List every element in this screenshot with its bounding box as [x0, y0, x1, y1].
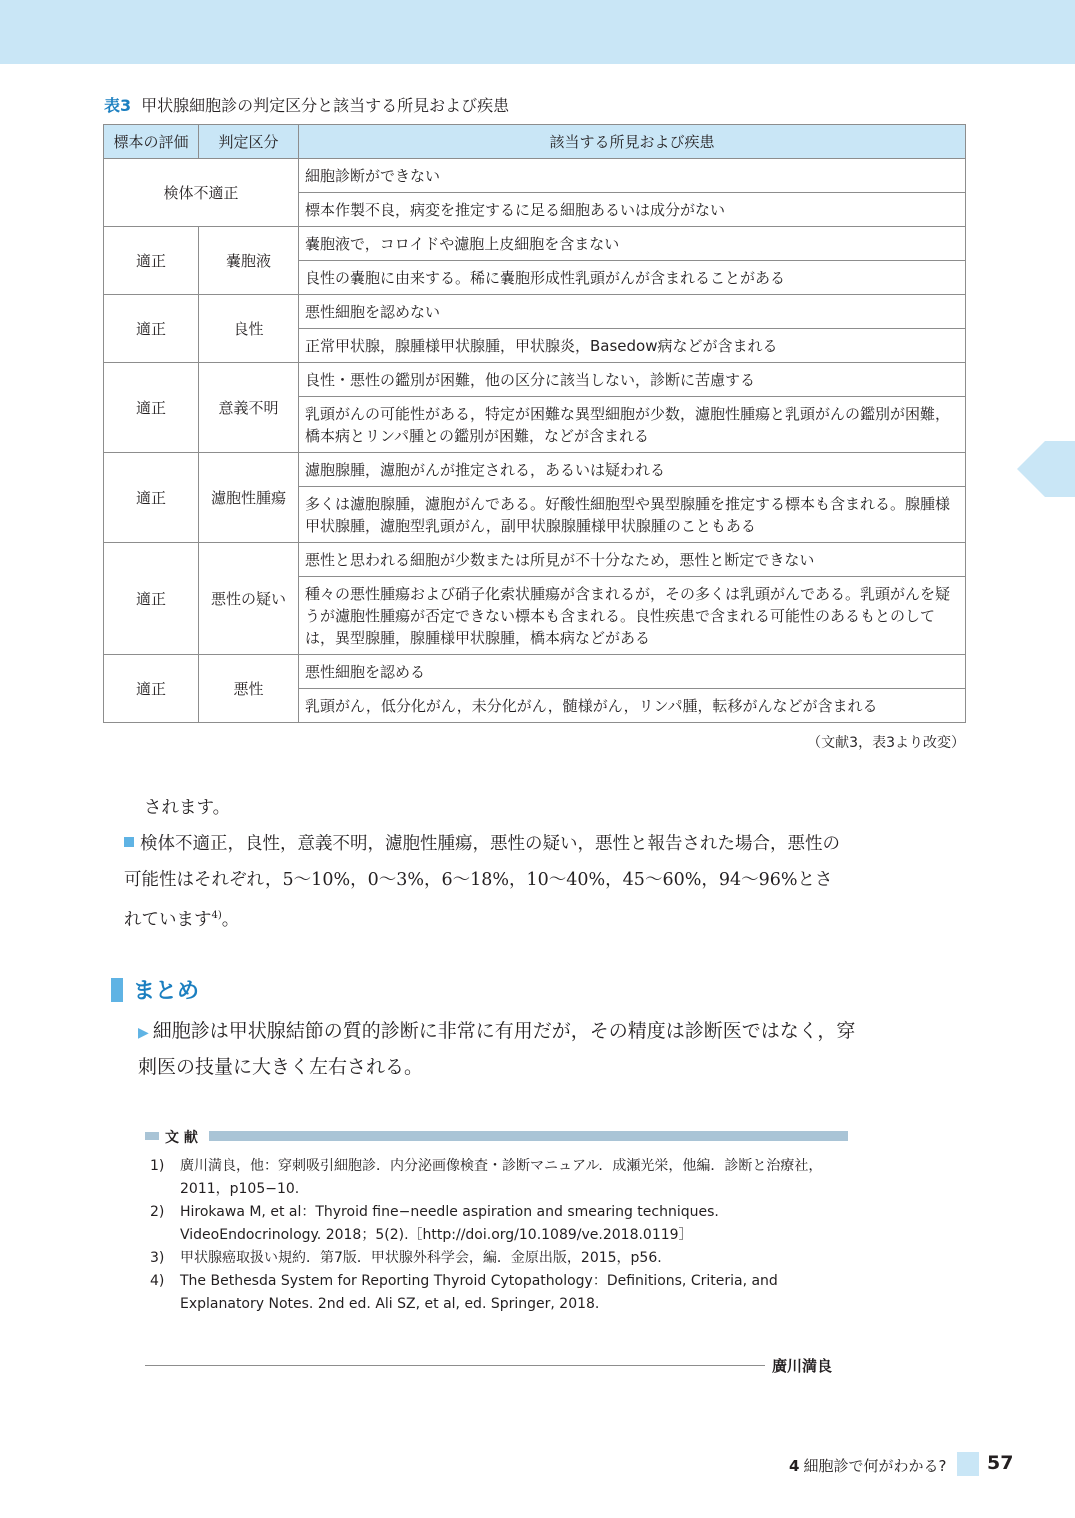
reference-text: 甲状腺癌取扱い規約．第7版．甲状腺外科学会，編．金原出版，2015，p56.	[180, 1250, 662, 1266]
chapter-index-tab	[1017, 441, 1075, 497]
body-text	[124, 790, 849, 938]
classification-table	[103, 124, 966, 723]
body-line: されます。	[144, 798, 231, 818]
finding-cell: 乳頭がんの可能性がある，特定が困難な異型細胞が少数，濾胞性腫瘍と乳頭がんの鑑別が困難，橋本病とリンパ腫との鑑別が困難，などが含まれる	[299, 397, 966, 453]
finding-cell: 良性・悪性の鑑別が困難，他の区分に該当しない，診断に苦慮する	[299, 363, 966, 397]
body-paragraph-text: 検体不適正，良性，意義不明，濾胞性腫瘍，悪性の疑い，悪性と報告された場合，悪性の可能性はそれぞれ，5～10%，0～3%，6～18%，10～40%，45～60%，94～96%とされています	[124, 834, 840, 930]
table-source-note: （文献3，表3より改変）	[807, 735, 965, 751]
table-row	[104, 655, 966, 689]
summary-heading	[111, 974, 199, 1005]
heading-bar-icon	[111, 978, 123, 1002]
reference-number: 3)	[150, 1250, 165, 1266]
finding-cell: 悪性細胞を認める	[299, 655, 966, 689]
table-row	[104, 543, 966, 577]
table-row	[104, 363, 966, 397]
finding-cell: 悪性と思われる細胞が少数または所見が不十分なため，悪性と断定できない	[299, 543, 966, 577]
category-cell: 濾胞性腫瘍	[199, 453, 299, 543]
reference-item	[150, 1270, 848, 1316]
finding-cell: 多くは濾胞腺腫，濾胞がんである。好酸性細胞型や異型腺腫を推定する標本も含まれる。腺腫様甲状腺腫，濾胞型乳頭がん，副甲状腺腺腫様甲状腺腫のこともある	[299, 487, 966, 543]
category-cell: 嚢胞液	[199, 227, 299, 295]
eval-cell: 適正	[104, 363, 199, 453]
body-paragraph	[124, 826, 849, 938]
finding-cell: 嚢胞液で，コロイドや濾胞上皮細胞を含まない	[299, 227, 966, 261]
heading-rule	[209, 1131, 848, 1141]
citation-superscript: 4)	[211, 910, 222, 921]
summary-text	[138, 1014, 858, 1084]
finding-cell: 濾胞腺腫，濾胞がんが推定される，あるいは疑われる	[299, 453, 966, 487]
finding-cell: 悪性細胞を認めない	[299, 295, 966, 329]
chapter-number: 4	[789, 1457, 800, 1475]
reference-item	[150, 1155, 848, 1201]
category-cell: 良性	[199, 295, 299, 363]
eval-cell: 適正	[104, 543, 199, 655]
author-name: 廣川満良	[772, 1357, 833, 1375]
eval-cell: 適正	[104, 655, 199, 723]
finding-cell: 標本作製不良，病変を推定するに足る細胞あるいは成分がない	[299, 193, 966, 227]
reference-text: The Bethesda System for Reporting Thyroid Cytopathology：Definitions, Criteria, and Explanatory Notes. 2nd ed. Ali SZ, et al, ed. Springer, 2018.	[180, 1273, 778, 1312]
reference-number: 2)	[150, 1204, 165, 1220]
chapter-title: 細胞診で何がわかる?	[803, 1457, 947, 1475]
header-category: 判定区分	[199, 125, 299, 159]
reference-item	[150, 1247, 848, 1270]
category-cell: 意義不明	[199, 363, 299, 453]
table-row	[104, 295, 966, 329]
header-specimen-eval: 標本の評価	[104, 125, 199, 159]
reference-item	[150, 1201, 848, 1247]
table-header-row	[104, 125, 966, 159]
table-row	[104, 159, 966, 193]
body-paragraph-end: 。	[221, 909, 240, 930]
summary-text-body: 細胞診は甲状腺結節の質的診断に非常に有用だが，その精度は診断医ではなく，穿刺医の技量に大きく左右される。	[138, 1020, 856, 1078]
author-rule	[145, 1365, 765, 1366]
finding-cell: 種々の悪性腫瘍および硝子化索状腫瘍が含まれるが，その多くは乳頭がんである。乳頭がんを疑うが濾胞性腫瘍が否定できない標本も含まれる。良性疾患で含まれる可能性のあるもとのしては，異型腺腫，腺腫様甲状腺腫，橋本病などがある	[299, 577, 966, 655]
reference-number: 1)	[150, 1158, 165, 1174]
eval-cell: 適正	[104, 453, 199, 543]
table-title: 甲状腺細胞診の判定区分と該当する所見および疾患	[141, 96, 510, 115]
finding-cell: 細胞診断ができない	[299, 159, 966, 193]
table-label: 表3	[104, 96, 132, 115]
reference-text: Hirokawa M, et al：Thyroid fine−needle aspiration and smearing techniques. VideoEndocrinology. 2018；5(2).［http://doi.org/10.1089/ve.2018.0119］	[180, 1204, 719, 1243]
category-cell: 悪性の疑い	[199, 543, 299, 655]
finding-cell: 正常甲状腺，腺腫様甲状腺腫，甲状腺炎，Basedow病などが含まれる	[299, 329, 966, 363]
category-cell: 悪性	[199, 655, 299, 723]
triangle-bullet-icon: ▶	[138, 1025, 149, 1041]
heading-square-icon	[145, 1132, 159, 1140]
footer-chapter	[789, 1455, 946, 1476]
eval-cell: 適正	[104, 295, 199, 363]
table-caption	[104, 93, 509, 116]
bullet-square-icon	[124, 837, 134, 847]
references-list	[150, 1155, 848, 1316]
footer-color-box	[957, 1452, 979, 1476]
eval-cell: 検体不適正	[104, 159, 299, 227]
references-heading	[145, 1127, 848, 1145]
reference-text: 廣川満良，他：穿刺吸引細胞診．内分泌画像検査・診断マニュアル．成瀬光栄，他編．診断と治療社，2011，p105−10.	[180, 1158, 823, 1197]
summary-heading-text: まとめ	[133, 979, 200, 1004]
finding-cell: 良性の嚢胞に由来する。稀に嚢胞形成性乳頭がんが含まれることがある	[299, 261, 966, 295]
table-row	[104, 227, 966, 261]
eval-cell: 適正	[104, 227, 199, 295]
page-number: 57	[987, 1452, 1014, 1474]
references-heading-label: 文 献	[165, 1130, 198, 1146]
finding-cell: 乳頭がん，低分化がん，未分化がん，髄様がん，リンパ腫，転移がんなどが含まれる	[299, 689, 966, 723]
top-color-band	[0, 0, 1075, 64]
header-findings: 該当する所見および疾患	[299, 125, 966, 159]
table-row	[104, 453, 966, 487]
reference-number: 4)	[150, 1273, 165, 1289]
